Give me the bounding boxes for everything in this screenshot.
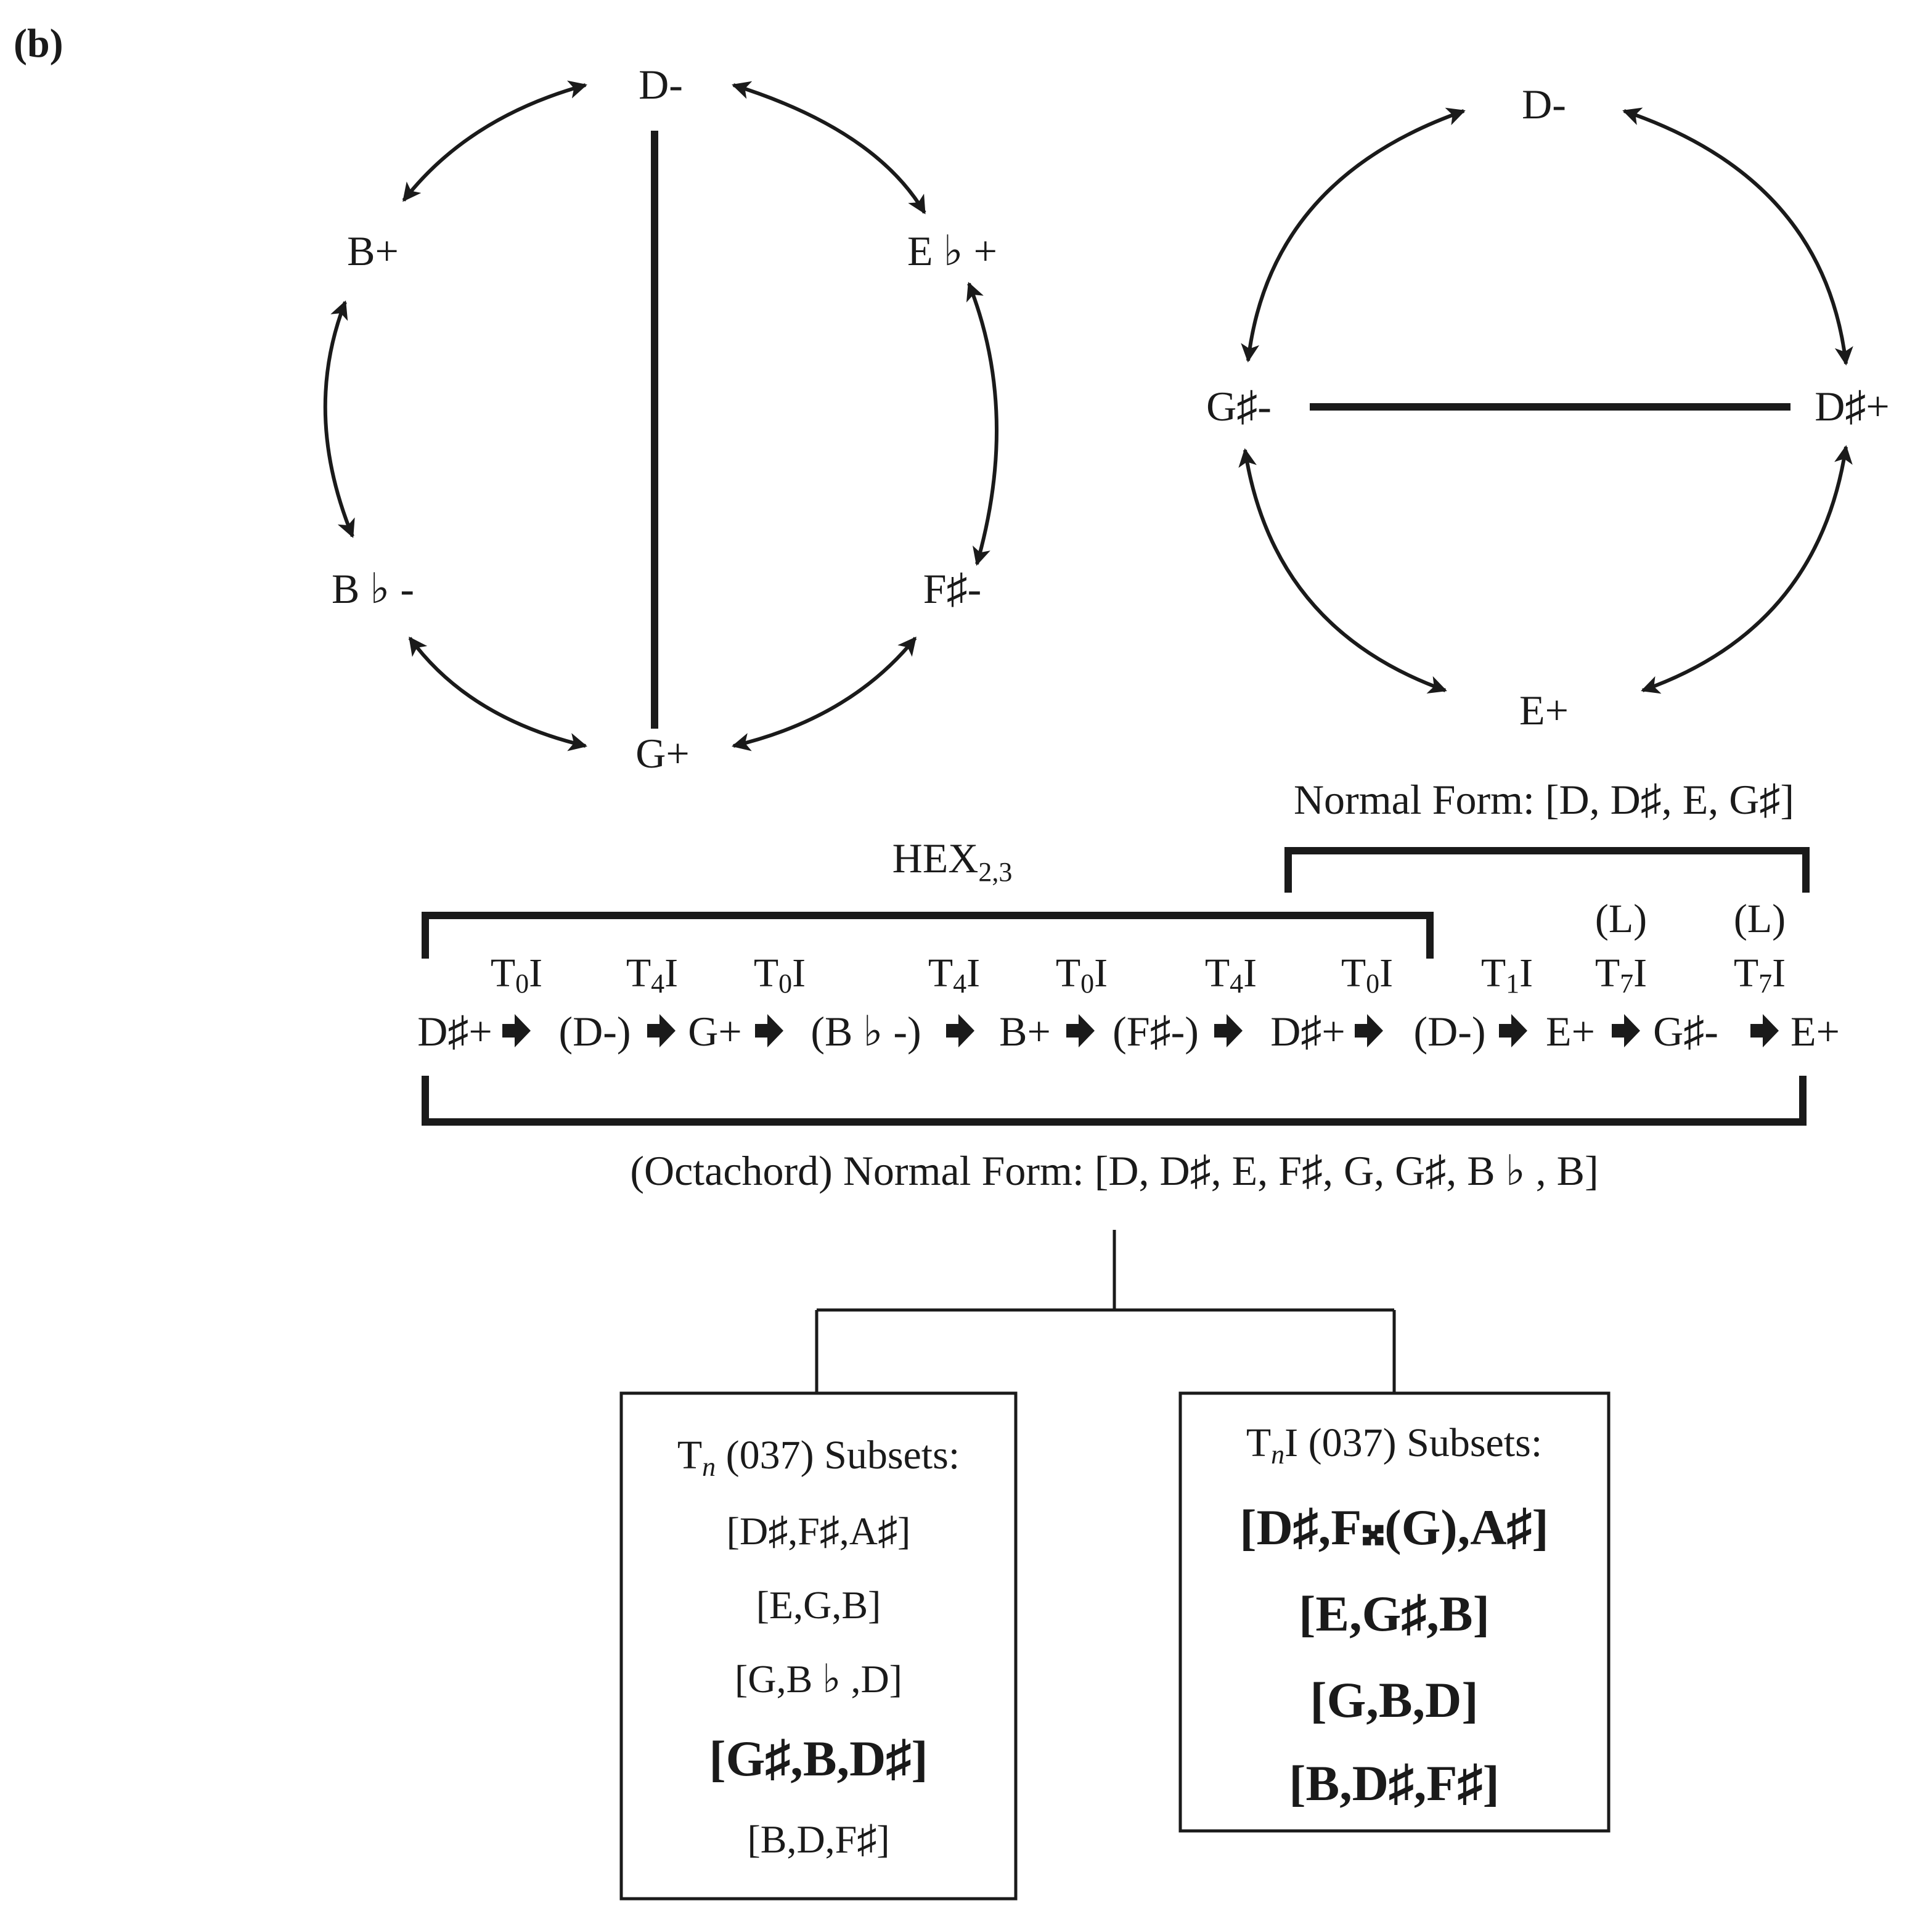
left-arrow-bplus-dminus xyxy=(404,85,586,200)
tn-subsets-box xyxy=(621,1393,1016,1899)
tree-connectors xyxy=(817,1230,1394,1393)
sequence-chord: (D-) xyxy=(1413,1008,1486,1055)
right-cycle xyxy=(1206,81,1890,734)
right-node-e-plus: E+ xyxy=(1519,687,1569,734)
left-node-e-flat-plus: E ♭ + xyxy=(907,227,997,274)
sequence-arrow xyxy=(1750,1014,1779,1047)
sequence-arrow xyxy=(502,1014,531,1047)
octachord-bracket xyxy=(425,1076,1803,1122)
left-node-b-flat-minus: B ♭ - xyxy=(331,565,415,612)
left-node-b-plus: B+ xyxy=(347,227,399,274)
sequence-chord: (B ♭ -) xyxy=(811,1008,921,1055)
sequence-chord: B+ xyxy=(999,1008,1051,1055)
operation-label: T4I xyxy=(626,951,679,999)
sequence-chord: E+ xyxy=(1546,1008,1595,1055)
operation-label: T0I xyxy=(753,951,806,999)
right-node-d-minus: D- xyxy=(1522,81,1566,128)
left-node-f-sharp-minus: F♯- xyxy=(923,565,982,612)
hex-label-main: HEX xyxy=(892,835,979,882)
left-node-d-minus: D- xyxy=(639,61,683,108)
octachord-normal-form: (Octachord) Normal Form: [D, D♯, E, F♯, G, G♯, B ♭ , B] xyxy=(630,1147,1599,1194)
sequence-row xyxy=(417,1008,1840,1055)
operation-label: T0I xyxy=(1341,951,1394,999)
right-arrow-gsharpminus-dminus xyxy=(1248,111,1464,361)
sequence-arrow xyxy=(946,1014,974,1047)
hex-label xyxy=(892,835,1013,887)
sequence-arrow xyxy=(647,1014,676,1047)
tni-subset-item: [B,D♯,F♯] xyxy=(1289,1755,1500,1811)
tni-subset-item: [D♯,F𝄪(G),A♯] xyxy=(1239,1499,1549,1555)
tn-subset-item: [G♯,B,D♯] xyxy=(709,1730,928,1787)
left-arrow-dminus-ebplus xyxy=(733,85,925,213)
right-node-g-sharp-minus: G♯- xyxy=(1206,383,1272,430)
sequence-chord: E+ xyxy=(1790,1008,1840,1055)
left-arrow-bbminus-bplus xyxy=(325,302,353,536)
operation-label: T7I xyxy=(1594,951,1648,999)
sequence-chord: G♯- xyxy=(1653,1008,1718,1055)
operation-labels xyxy=(491,951,1786,999)
figure-label: (b) xyxy=(14,21,63,66)
operation-label: T4I xyxy=(1204,951,1257,999)
tni-subsets-box xyxy=(1180,1393,1609,1831)
left-arrow-gplus-bbminus xyxy=(410,638,586,746)
right-node-d-sharp-plus: D♯+ xyxy=(1815,383,1890,430)
right-arrow-dminus-dsharpplus xyxy=(1624,111,1846,364)
right-arrow-dsharpplus-eplus xyxy=(1643,447,1846,690)
l-label-1: (L) xyxy=(1594,896,1648,941)
normal-form-top-bracket xyxy=(1288,851,1806,893)
sequence-arrow xyxy=(1499,1014,1527,1047)
tni-subset-item: [G,B,D] xyxy=(1310,1672,1479,1728)
sequence-arrow xyxy=(1066,1014,1095,1047)
right-arrow-eplus-gsharpminus xyxy=(1245,450,1445,690)
sequence-arrow xyxy=(1612,1014,1640,1047)
sequence-chord: (F♯-) xyxy=(1113,1008,1199,1055)
sequence-arrow xyxy=(1355,1014,1383,1047)
tni-subset-item: [E,G♯,B] xyxy=(1299,1586,1490,1642)
sequence-arrow xyxy=(755,1014,783,1047)
tn-subset-item: [E,G,B] xyxy=(756,1583,881,1627)
operation-label: T4I xyxy=(928,951,981,999)
sequence-chord: D♯+ xyxy=(1270,1008,1345,1055)
tn-subset-item: [D♯,F♯,A♯] xyxy=(726,1509,911,1553)
l-label-2: (L) xyxy=(1733,896,1786,941)
sequence-chord: (D-) xyxy=(558,1008,631,1055)
tn-subset-item: [G,B ♭ ,D] xyxy=(735,1657,902,1701)
operation-label: T1I xyxy=(1480,951,1533,999)
operation-label: T0I xyxy=(1055,951,1108,999)
left-arrow-fsharpminus-gplus xyxy=(733,638,915,746)
sequence-arrow xyxy=(1214,1014,1243,1047)
sequence-chord: G+ xyxy=(688,1008,742,1055)
tn-subsets-heading: Tn (037) Subsets: xyxy=(677,1433,960,1482)
left-node-g-plus: G+ xyxy=(635,730,690,777)
operation-label: T7I xyxy=(1733,951,1786,999)
hex-label-sub: 2,3 xyxy=(978,857,1013,887)
left-cycle xyxy=(325,61,997,777)
tn-subset-item: [B,D,F♯] xyxy=(747,1817,890,1861)
sequence-chord: D♯+ xyxy=(417,1008,492,1055)
left-arrow-ebplus-fsharpminus xyxy=(969,284,997,564)
tni-subsets-heading: TnI (037) Subsets: xyxy=(1246,1420,1543,1470)
normal-form-top: Normal Form: [D, D♯, E, G♯] xyxy=(1293,776,1795,823)
operation-label: T0I xyxy=(490,951,543,999)
